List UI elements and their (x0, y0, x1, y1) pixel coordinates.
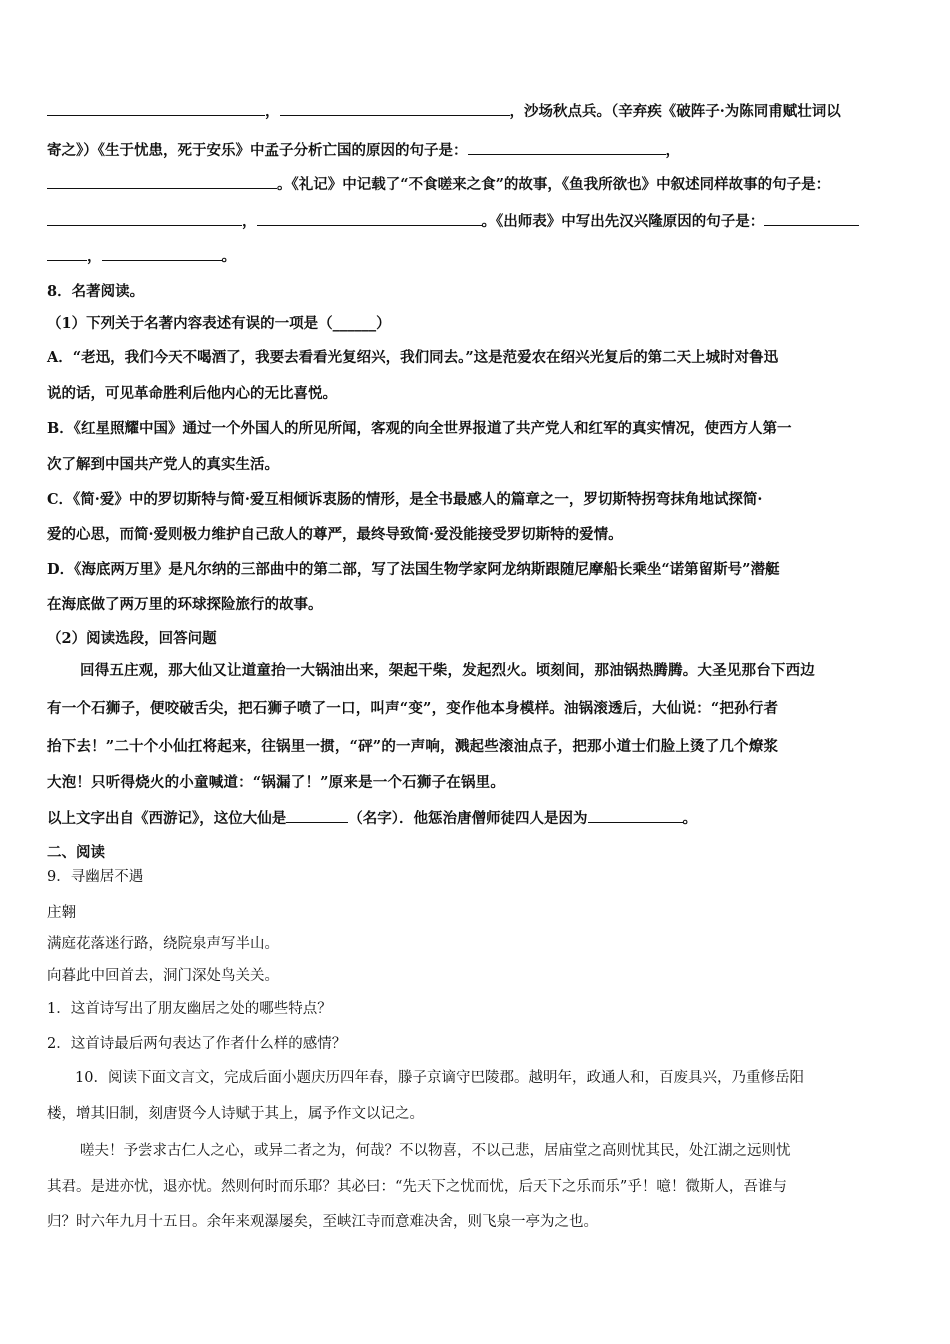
answer-blank[interactable] (764, 211, 859, 226)
answer-blank[interactable] (280, 101, 510, 116)
fill-in-line-1: ， ，沙场秋点兵。（辛弃疾《破阵子·为陈同甫赋壮词以 (47, 101, 909, 122)
answer-blank[interactable] (47, 174, 277, 189)
answer-blank[interactable] (286, 808, 348, 823)
option-b-line-2: 次了解到中国共产党人的真实生活。 (47, 456, 279, 473)
poem-author: 庄翱 (47, 905, 76, 921)
answer-blank[interactable] (47, 246, 87, 261)
option-d-line-2: 在海底做了两万里的环球探险旅行的故事。 (47, 596, 323, 613)
answer-blank[interactable] (47, 211, 242, 226)
option-c-line-2: 爱的心思，而简·爱则极力维护自己敌人的尊严，最终导致简·爱没能接受罗切斯特的爱情。 (47, 526, 623, 543)
passage-line-3: 抬下去！”二十个小仙扛将起来，往锅里一掼，“砰”的一声响，溅起些滚油点子，把那小道士们脸上烫了几个燎浆 (47, 738, 779, 755)
question-10-intro-line-2: 楼，增其旧制，刻唐贤今人诗赋于其上，属予作文以记之。 (47, 1106, 424, 1122)
question-8-heading: 8．名著阅读。 (47, 283, 145, 300)
option-c-line-1[interactable]: C．《简·爱》中的罗切斯特与简·爱互相倾诉衷肠的情形，是全书最感人的篇章之一，罗切斯特拐弯抹角地试探简· (47, 491, 763, 508)
option-b-line-1[interactable]: B．《红星照耀中国》通过一个外国人的所见所闻，客观的向全世界报道了共产党人和红军的真实情况，使西方人第一 (47, 420, 792, 437)
option-d-line-1[interactable]: D．《海底两万里》是凡尔纳的三部曲中的第二部，写了法国生物学家阿龙纳斯跟随尼摩船长乘坐“诺第留斯号”潜艇 (47, 561, 780, 578)
fill-in-line-5: ， 。 (47, 246, 909, 267)
passage-line-4: 大泡！只听得烧火的小童喊道：“锅漏了！”原来是一个石狮子在锅里。 (47, 774, 506, 791)
answer-blank[interactable] (468, 140, 666, 155)
passage-line-2: 有一个石狮子，便咬破舌尖，把石狮子喷了一口，叫声“变”，变作他本身模样。油锅滚透后，大仙说：“把孙行者 (47, 700, 779, 717)
question-9-2: 2．这首诗最后两句表达了作者什么样的感情？ (47, 1036, 347, 1052)
section-heading: 二、阅读 (47, 844, 105, 861)
fill-in-line-2: 寄之》）《生于忧患，死于安乐》中孟子分析亡国的原因的句子是： ， (47, 142, 680, 159)
option-a-line-2: 说的话，可见革命胜利后他内心的无比喜悦。 (47, 385, 337, 402)
fill-in-line-3: 。《礼记》中记载了“不食嗟来之食”的故事，《鱼我所欲也》中叙述同样故事的句子是： (47, 174, 909, 195)
classical-text-line-3: 归？时六年九月十五日。余年来观瀑屡矣，至峡江寺而意难决舍，则飞泉一亭为之也。 (47, 1214, 598, 1230)
answer-blank[interactable] (588, 808, 683, 823)
fill-in-line-4: ， 。《出师表》中写出先汉兴隆原因的句子是： (47, 211, 909, 232)
answer-blank[interactable] (47, 101, 265, 116)
classical-text-line-1: 嗟夫！予尝求古仁人之心，或异二者之为，何哉？不以物喜，不以己悲，居庙堂之高则忧其民，处江湖之远则忧 (80, 1143, 791, 1159)
answer-blank[interactable] (102, 246, 222, 261)
answer-blank[interactable] (257, 211, 482, 226)
poem-title: 9．寻幽居不遇 (47, 869, 144, 885)
poem-line-2: 向暮此中回首去，洞门深处鸟关关。 (47, 968, 279, 984)
passage-line-1: 回得五庄观，那大仙又让道童抬一大锅油出来，架起干柴，发起烈火。顷刻间，那油锅热腾腾。大圣见那台下西边 (80, 662, 815, 679)
option-a-line-1[interactable]: A．“老迅，我们今天不喝酒了，我要去看看光复绍兴，我们同去。”这是范爱农在绍兴光复后的第二天上城时对鲁迅 (47, 349, 779, 366)
question-8-2-prompt: （2）阅读选段，回答问题 (47, 630, 217, 647)
poem-line-1: 满庭花落迷行路，绕院泉声写半山。 (47, 936, 279, 952)
question-10-intro-line-1: 10．阅读下面文言文，完成后面小题庆历四年春，滕子京谪守巴陵郡。越明年，政通人和，百废具兴，乃重修岳阳 (75, 1070, 804, 1086)
question-8-1-prompt: （1）下列关于名著内容表述有误的一项是（______） (47, 315, 391, 332)
question-8-2-fill: 以上文字出自《西游记》，这位大仙是 （名字）．他惩治唐僧师徒四人是因为 。 (47, 810, 697, 827)
question-9-1: 1．这首诗写出了朋友幽居之处的哪些特点？ (47, 1001, 332, 1017)
classical-text-line-2: 其君。是进亦忧，退亦忧。然则何时而乐耶？其必曰：“先天下之忧而忧，后天下之乐而乐”乎！噫！微斯人，吾谁与 (47, 1179, 787, 1195)
